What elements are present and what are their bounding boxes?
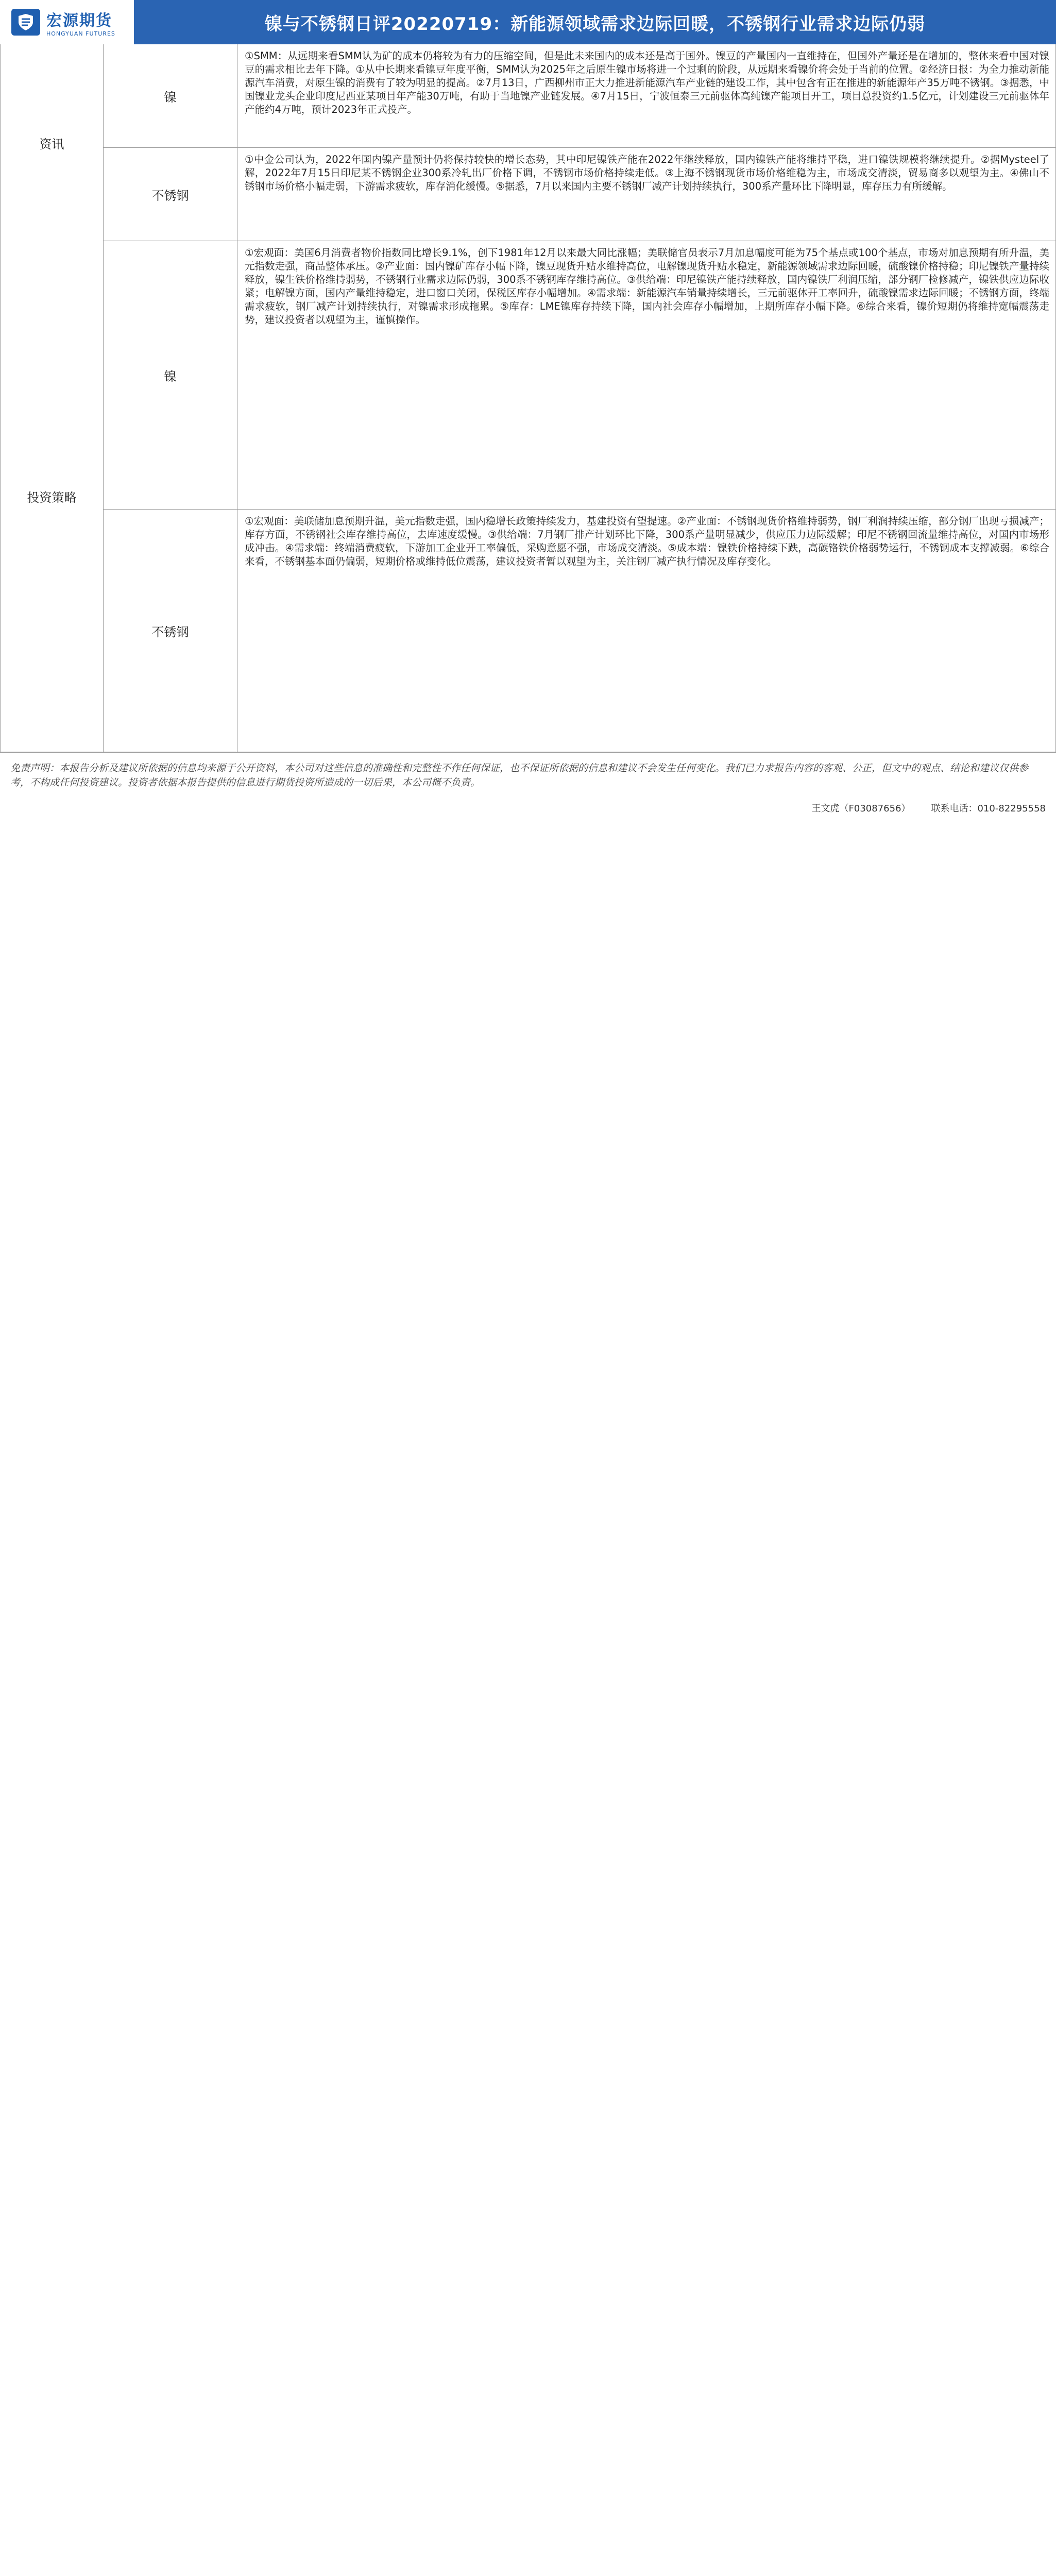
commentary-block [0,44,1056,752]
report-title: 镍与不锈钢日评20220719：新能源领域需求边际回暖，不锈钢行业需求边际仍弱 [264,13,926,35]
news-nickel-text: ①SMM：从远期来看SMM认为矿的成本仍将较为有力的压缩空间，但是此未来国内的成本还是高于国外。镍豆的产量国内一直维持在，但国外产量还是在增加的，整体来看中国对镍豆的需求相比去年下降。①从中长期来看镍豆年度平衡，SMM认为2025年之后原生镍市场将进一个过剩的阶段，从远期来看镍价将会处于当前的位置。②经济日报：为全力推动新能源汽车消费，对原生镍的消费有了较为明显的提高。②7月13日，广西柳州市正大力推进新能源汽车产业链的建设工作，其中包含有正在推进的新能源年产35万吨不锈钢。③据悉，中国镍业龙头企业印度尼西亚某项目年产能30万吨，有助于当地镍产业链发展。④7月15日，宁波恒泰三元前驱体高纯镍产能项目开工，项目总投资约1.5亿元，计划建设三元前驱体年产能约4万吨，预计2023年正式投产。 [237,44,1056,148]
report-banner [0,0,1056,44]
news-ss-text: ①中金公司认为，2022年国内镍产量预计仍将保持较快的增长态势，其中印尼镍铁产能在2022年继续释放，国内镍铁产能将维持平稳，进口镍铁规模将继续提升。②据Mysteel了解，2022年7月15日印尼某不锈钢企业300系冷轧出厂价格下调，不锈钢市场价格持续走低。③上海不锈钢现货市场价格维稳为主，市场成交清淡，贸易商多以观望为主。④佛山不锈钢市场价格小幅走弱，下游需求疲软，库存消化缓慢。⑤据悉，7月以来国内主要不锈钢厂减产计划持续执行，300系产量环比下降明显，库存压力有所缓解。 [237,148,1056,241]
author: 王文虎（F03087656） [811,803,911,814]
disclaimer: 免责声明：本报告分析及建议所依据的信息均来源于公开资料，本公司对这些信息的准确性和完整性不作任何保证，也不保证所依据的信息和建议不会发生任何变化。我们已力求报告内容的客观、公正，但文中的观点、结论和建议仅供参考，不构成任何投资建议。投资者依据本报告提供的信息进行期货投资所造成的一切后果，本公司概不负责。 [0,752,1056,798]
company-logo [0,0,134,44]
news-nickel-label: 镍 [104,44,237,148]
footer-contact [0,798,1056,818]
logo-name: 宏源期货 [46,11,112,30]
strategy-ss-label: 不锈钢 [104,510,237,752]
strategy-ss-text: ①宏观面：美联储加息预期升温，美元指数走强，国内稳增长政策持续发力，基建投资有望提速。②产业面：不锈钢现货价格维持弱势，钢厂利润持续压缩，部分钢厂出现亏损减产；库存方面，不锈钢社会库存维持高位，去库速度缓慢。③供给端：7月钢厂排产计划环比下降，300系产量明显减少，供应压力边际缓解；印尼不锈钢回流量维持高位，对国内市场形成冲击。④需求端：终端消费疲软，下游加工企业开工率偏低，采购意愿不强，市场成交清淡。⑤成本端：镍铁价格持续下跌，高碳铬铁价格弱势运行，不锈钢成本支撑减弱。⑥综合来看，不锈钢基本面仍偏弱，短期价格或维持低位震荡，建议投资者暂以观望为主，关注钢厂减产执行情况及库存变化。 [245,515,1049,567]
news-ss-label: 不锈钢 [104,148,237,241]
phone: 联系电话：010-82295558 [931,803,1046,814]
strategy-label: 投资策略 [1,241,104,752]
logo-mark-icon [11,9,40,36]
news-label: 资讯 [1,44,104,241]
strategy-nickel-label: 镍 [104,241,237,510]
report-page [0,0,1056,818]
strategy-nickel-text: ①宏观面：美国6月消费者物价指数同比增长9.1%，创下1981年12月以来最大同比涨幅；美联储官员表示7月加息幅度可能为75个基点或100个基点，市场对加息预期有所升温，美元指数走强，商品整体承压。②产业面：国内镍矿库存小幅下降，镍豆现货升贴水维持高位，电解镍现货升贴水稳定，新能源领域需求边际回暖，硫酸镍价格持稳；印尼镍铁产量持续释放，镍生铁价格维持弱势，不锈钢行业需求边际仍弱，300系不锈钢库存维持高位。③供给端：印尼镍铁产能持续释放，国内镍铁厂利润压缩，部分钢厂检修减产，镍铁供应边际收紧；电解镍方面，国内产量维持稳定，进口窗口关闭，保税区库存小幅增加。④需求端：新能源汽车销量持续增长，三元前驱体开工率回升，硫酸镍需求边际回暖；不锈钢方面，终端需求疲软，钢厂减产计划持续执行，对镍需求形成拖累。⑤库存：LME镍库存持续下降，国内社会库存小幅增加，上期所库存小幅下降。⑥综合来看，镍价短期仍将维持宽幅震荡走势，建议投资者以观望为主，谨慎操作。 [237,241,1056,510]
logo-english: HONGYUAN FUTURES [46,30,115,37]
